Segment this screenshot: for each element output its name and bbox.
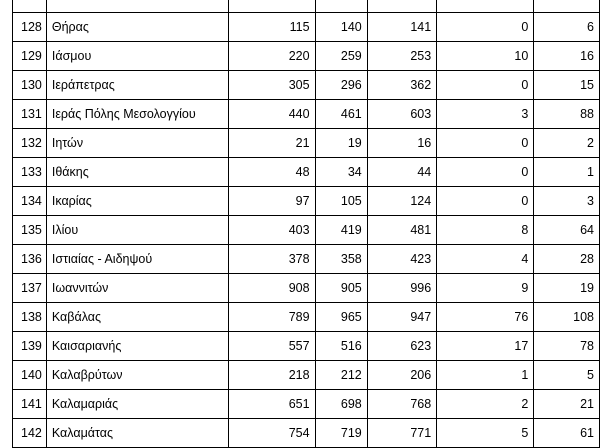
value-cell-3: 16 xyxy=(367,129,436,158)
value-cell-4: 3 xyxy=(437,100,534,129)
value-cell-5: 21 xyxy=(534,390,600,419)
municipality-name-cell: Καλαβρύτων xyxy=(46,361,228,390)
table-row xyxy=(13,129,600,158)
municipality-name-cell: Ιλίου xyxy=(46,216,228,245)
municipality-name-cell: Καλαμαριάς xyxy=(46,390,228,419)
row-number-cell: 128 xyxy=(13,13,47,42)
value-cell-1: 908 xyxy=(228,274,315,303)
table-row xyxy=(13,419,600,448)
value-cell-3: 423 xyxy=(367,245,436,274)
row-number-cell: 137 xyxy=(13,274,47,303)
value-cell-1: 789 xyxy=(228,303,315,332)
row-number-cell: 129 xyxy=(13,42,47,71)
value-cell-3: 253 xyxy=(367,42,436,71)
table-row xyxy=(13,390,600,419)
value-cell-4: 8 xyxy=(437,216,534,245)
value-cell-3: 603 xyxy=(367,100,436,129)
value-cell-5: 61 xyxy=(534,419,600,448)
municipality-table xyxy=(12,0,600,448)
value-cell-4: 0 xyxy=(437,13,534,42)
value-cell-2: 140 xyxy=(315,13,367,42)
row-number-cell: 132 xyxy=(13,129,47,158)
table-row xyxy=(13,245,600,274)
value-cell-1: 378 xyxy=(228,245,315,274)
value-cell-3: 623 xyxy=(367,332,436,361)
value-cell-5: 16 xyxy=(534,42,600,71)
table-row xyxy=(13,187,600,216)
value-cell-4: 1 xyxy=(437,361,534,390)
municipality-name-cell: Καισαριανής xyxy=(46,332,228,361)
municipality-name-cell: Ιάσμου xyxy=(46,42,228,71)
value-cell-4: 2 xyxy=(437,390,534,419)
value-cell-2: 296 xyxy=(315,71,367,100)
value-cell-3: 124 xyxy=(367,187,436,216)
value-cell-5: 28 xyxy=(534,245,600,274)
value-cell-3: 481 xyxy=(367,216,436,245)
value-cell-5: 1 xyxy=(534,158,600,187)
value-cell-2: 461 xyxy=(315,100,367,129)
value-cell-1: 21 xyxy=(228,129,315,158)
value-cell-5: 2 xyxy=(534,129,600,158)
row-number-cell: 135 xyxy=(13,216,47,245)
value-cell-2: 965 xyxy=(315,303,367,332)
value-cell-2: 105 xyxy=(315,187,367,216)
row-number-cell: 136 xyxy=(13,245,47,274)
value-cell-5: 5 xyxy=(534,361,600,390)
row-number-cell: 131 xyxy=(13,100,47,129)
municipality-name-cell: Ιεράπετρας xyxy=(46,71,228,100)
value-cell-2: 19 xyxy=(315,129,367,158)
value-cell-3: 362 xyxy=(367,71,436,100)
value-cell-4: 76 xyxy=(437,303,534,332)
value-cell-5: 15 xyxy=(534,71,600,100)
value-cell-2: 698 xyxy=(315,390,367,419)
value-cell-1: 97 xyxy=(228,187,315,216)
value-cell-4: 10 xyxy=(437,42,534,71)
municipality-name-cell: Θήρας xyxy=(46,13,228,42)
row-number-cell: 140 xyxy=(13,361,47,390)
table-body xyxy=(13,0,600,448)
value-cell-4: 0 xyxy=(437,187,534,216)
table-row xyxy=(13,216,600,245)
value-cell-4: 9 xyxy=(437,274,534,303)
table-row xyxy=(13,303,600,332)
value-cell-1: 48 xyxy=(228,158,315,187)
row-number-cell: 139 xyxy=(13,332,47,361)
value-cell-4: 17 xyxy=(437,332,534,361)
value-cell-1: 651 xyxy=(228,390,315,419)
value-cell-2: 419 xyxy=(315,216,367,245)
row-number-cell: 130 xyxy=(13,71,47,100)
row-number-cell: 142 xyxy=(13,419,47,448)
value-cell-1: 305 xyxy=(228,71,315,100)
municipality-name-cell: Ιητών xyxy=(46,129,228,158)
value-cell-3: 206 xyxy=(367,361,436,390)
row-number-cell: 133 xyxy=(13,158,47,187)
value-cell-2: 358 xyxy=(315,245,367,274)
value-cell-2: 34 xyxy=(315,158,367,187)
value-cell-3: 996 xyxy=(367,274,436,303)
value-cell-4: 5 xyxy=(437,419,534,448)
value-cell-5: 108 xyxy=(534,303,600,332)
value-cell-1: 557 xyxy=(228,332,315,361)
table-row xyxy=(13,42,600,71)
value-cell-1: 403 xyxy=(228,216,315,245)
value-cell-5: 64 xyxy=(534,216,600,245)
value-cell-1: 440 xyxy=(228,100,315,129)
row-number-cell: 134 xyxy=(13,187,47,216)
table-row-partial xyxy=(13,0,600,13)
value-cell-3: 141 xyxy=(367,13,436,42)
row-number-cell: 138 xyxy=(13,303,47,332)
value-cell-2: 516 xyxy=(315,332,367,361)
value-cell-5: 78 xyxy=(534,332,600,361)
value-cell-1: 220 xyxy=(228,42,315,71)
value-cell-5: 88 xyxy=(534,100,600,129)
value-cell-2: 905 xyxy=(315,274,367,303)
value-cell-5: 3 xyxy=(534,187,600,216)
table-row xyxy=(13,71,600,100)
value-cell-3: 947 xyxy=(367,303,436,332)
value-cell-4: 0 xyxy=(437,129,534,158)
table-row xyxy=(13,361,600,390)
value-cell-4: 0 xyxy=(437,71,534,100)
table-row xyxy=(13,13,600,42)
municipality-name-cell: Ικαρίας xyxy=(46,187,228,216)
value-cell-3: 768 xyxy=(367,390,436,419)
municipality-name-cell: Ιστιαίας - Αιδηψού xyxy=(46,245,228,274)
value-cell-3: 44 xyxy=(367,158,436,187)
table-row xyxy=(13,158,600,187)
table-row xyxy=(13,332,600,361)
row-number-cell: 141 xyxy=(13,390,47,419)
table-row xyxy=(13,100,600,129)
value-cell-4: 0 xyxy=(437,158,534,187)
municipality-name-cell: Καλαμάτας xyxy=(46,419,228,448)
municipality-name-cell: Ιεράς Πόλης Μεσολογγίου xyxy=(46,100,228,129)
value-cell-2: 212 xyxy=(315,361,367,390)
value-cell-5: 19 xyxy=(534,274,600,303)
table-row xyxy=(13,274,600,303)
value-cell-1: 754 xyxy=(228,419,315,448)
value-cell-1: 115 xyxy=(228,13,315,42)
value-cell-1: 218 xyxy=(228,361,315,390)
value-cell-4: 4 xyxy=(437,245,534,274)
value-cell-2: 259 xyxy=(315,42,367,71)
value-cell-2: 719 xyxy=(315,419,367,448)
municipality-name-cell: Ιωαννιτών xyxy=(46,274,228,303)
value-cell-5: 6 xyxy=(534,13,600,42)
municipality-name-cell: Ιθάκης xyxy=(46,158,228,187)
municipality-name-cell: Καβάλας xyxy=(46,303,228,332)
value-cell-3: 771 xyxy=(367,419,436,448)
